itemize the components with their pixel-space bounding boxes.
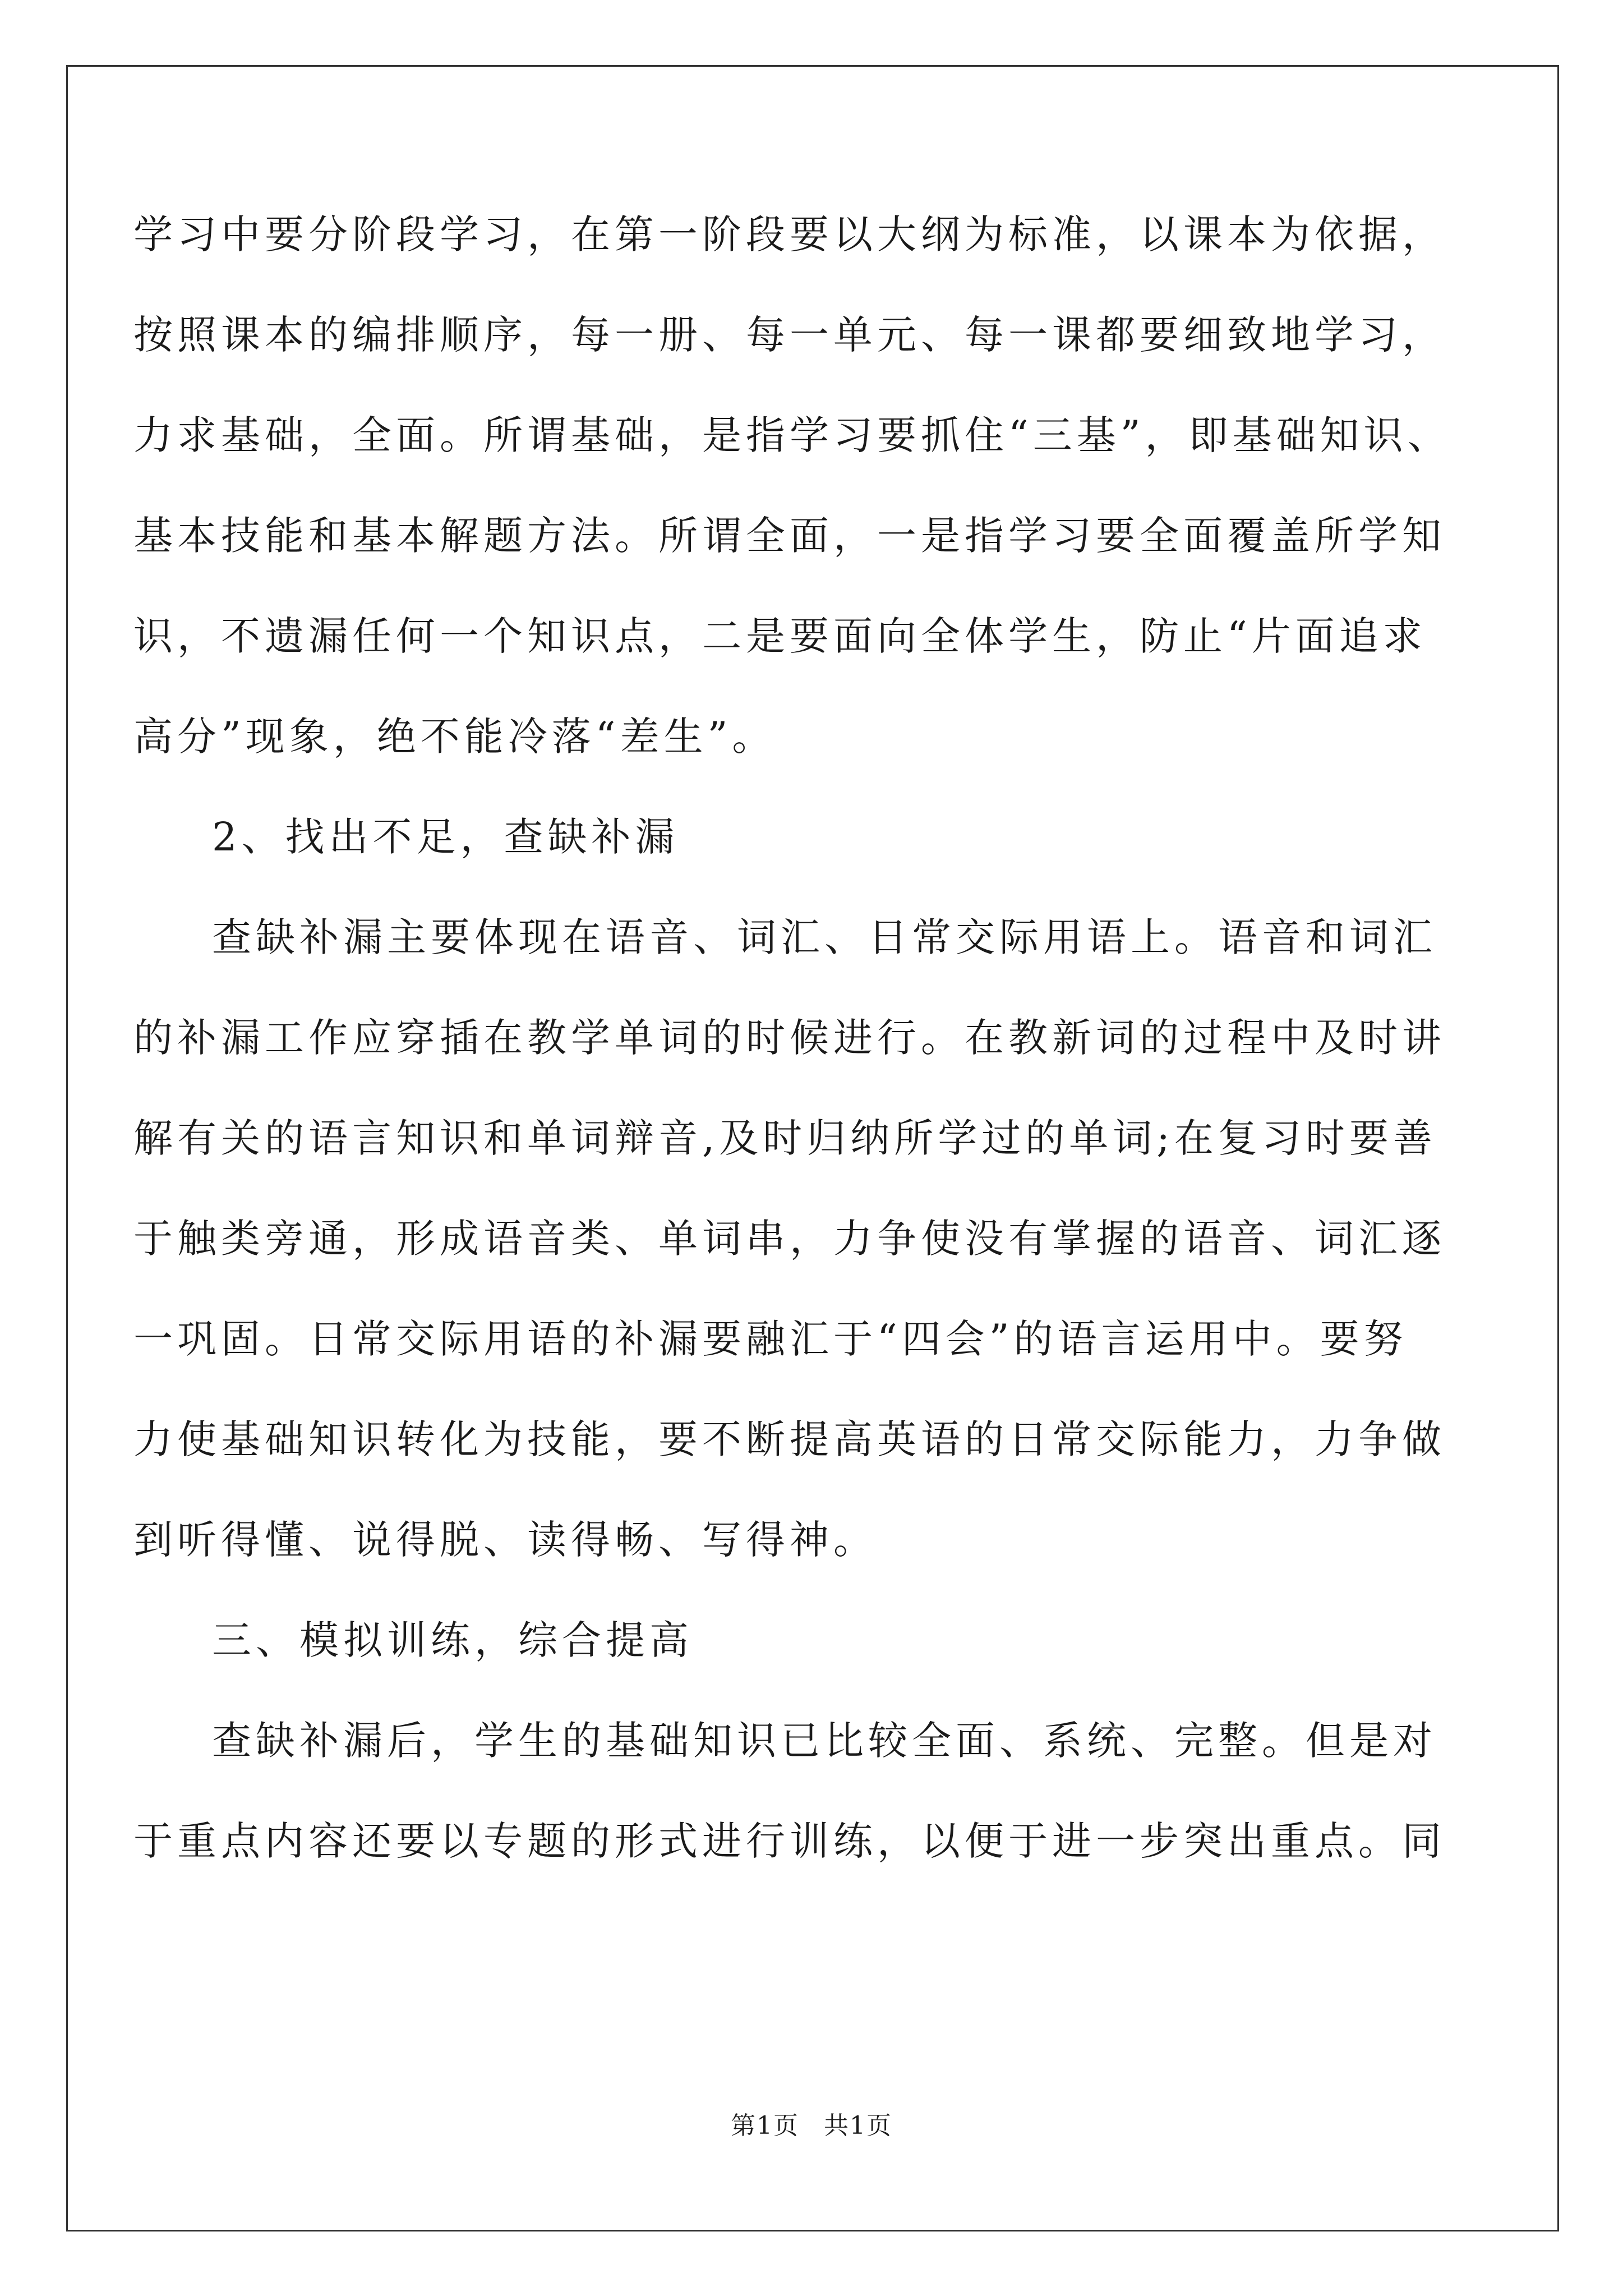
page-number-total: 共1页 bbox=[824, 2111, 892, 2140]
section-heading: 2、找出不足，查缺补漏 bbox=[212, 814, 679, 860]
text-line: 一巩固。日常交际用语的补漏要融汇于“四会”的语言运用中。要努 bbox=[133, 1316, 1408, 1362]
text-line: 查缺补漏主要体现在语音、词汇、日常交际用语上。语音和词汇 bbox=[212, 914, 1437, 960]
text-line: 于重点内容还要以专题的形式进行训练，以便于进一步突出重点。同 bbox=[133, 1818, 1446, 1864]
text-line: 的补漏工作应穿插在教学单词的时候进行。在教新词的过程中及时讲 bbox=[133, 1015, 1446, 1061]
text-line: 力求基础，全面。所谓基础，是指学习要抓住“三基”，即基础知识、 bbox=[133, 412, 1451, 458]
text-line: 按照课本的编排顺序，每一册、每一单元、每一课都要细致地学习， bbox=[133, 312, 1446, 358]
text-line: 到听得懂、说得脱、读得畅、写得神。 bbox=[133, 1517, 877, 1563]
text-line: 高分”现象，绝不能冷落“差生”。 bbox=[133, 714, 776, 760]
text-line: 于触类旁通，形成语音类、单词串，力争使没有掌握的语音、词汇逐 bbox=[133, 1216, 1446, 1262]
text-line: 学习中要分阶段学习，在第一阶段要以大纲为标准，以课本为依据， bbox=[133, 211, 1446, 257]
text-line: 查缺补漏后，学生的基础知识已比较全面、系统、完整。但是对 bbox=[212, 1718, 1437, 1764]
text-line: 基本技能和基本解题方法。所谓全面，一是指学习要全面覆盖所学知 bbox=[133, 513, 1446, 559]
page-footer bbox=[0, 2109, 1623, 2143]
section-heading: 三、模拟训练，综合提高 bbox=[212, 1617, 693, 1663]
text-line: 识，不遗漏任何一个知识点，二是要面向全体学生，防止“片面追求 bbox=[133, 613, 1427, 659]
text-line: 力使基础知识转化为技能，要不断提高英语的日常交际能力，力争做 bbox=[133, 1416, 1446, 1462]
text-line: 解有关的语言知识和单词辩音,及时归纳所学过的单词;在复习时要善 bbox=[133, 1115, 1437, 1161]
page-number-current: 第1页 bbox=[731, 2111, 799, 2140]
